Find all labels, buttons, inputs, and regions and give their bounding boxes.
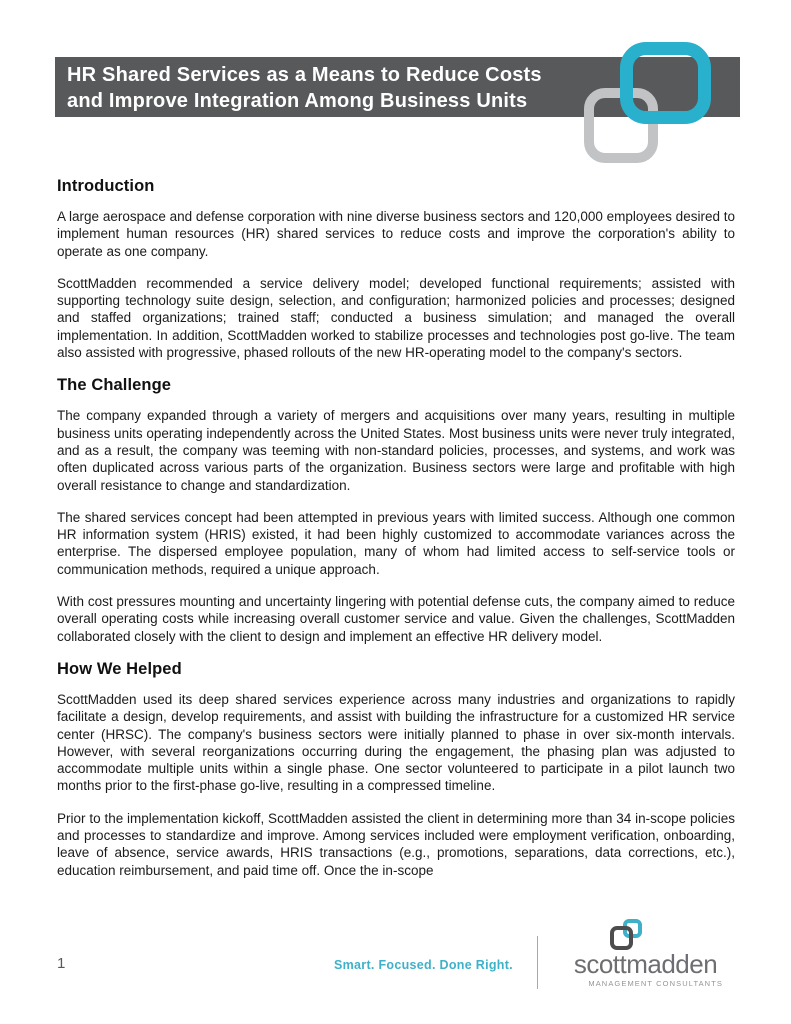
page-number: 1 [57,955,66,972]
paragraph: The company expanded through a variety of mergers and acquisitions over many years, resulting in multiple business units operating independently across the United States. Most business units were never truly integrated, and as a result, the company was teeming with non-standard policies, processes, and systems, and work was often duplicated across various parts of the organization. Business sectors were large and profitable with high overall resistance to change and standardization. [57,408,735,493]
document-title-line2: and Improve Integration Among Business Units [67,90,528,112]
paragraph: A large aerospace and defense corporation with nine diverse business sectors and 120,000 employees desired to implement human resources (HR) shared services to reduce costs and improve the corporation's ability to operate as one company. [57,209,735,259]
paragraph: The shared services concept had been attempted in previous years with limited success. Although one common HR information system (HRIS) existed, it had been highly customized to accommodate variances across the enterprise. The dispersed employee population, many of whom had limited access to self-service tools or communication methods, required a unique approach. [57,509,735,577]
company-tagline: Smart. Focused. Done Right. [334,958,513,972]
scottmadden-logo-mark-icon [563,919,728,951]
paragraph: Prior to the implementation kickoff, ScottMadden assisted the client in determining more than 34 in-scope policies and processes to standardize and improve. Among services included were employment verification, onboarding, leave of absence, service awards, HRIS transactions (e.g., promotions, separations, data corrections, etc.), education reimbursement, and paid time off. Once the in-scope [57,810,735,878]
section-introduction [57,177,735,361]
section-heading-introduction: Introduction [57,177,155,195]
paragraph: ScottMadden recommended a service delivery model; developed functional requirements; assisted with supporting technology suite design, selection, and configuration; harmonized policies and processes; designed and staffed organizations; trained staff; conducted a business simulation; and managed the overall implementation. In addition, ScottMadden worked to stabilize processes and technologies post go-live. The team also assisted with progressive, phased rollouts of the new HR-operating model to the company's sectors. [57,275,735,361]
logo-gray-square-icon [610,926,633,950]
document-title-line1: HR Shared Services as a Means to Reduce Costs [67,64,542,86]
footer-divider [537,936,538,989]
paragraph: With cost pressures mounting and uncertainty lingering with potential defense cuts, the company aimed to reduce overall operating costs while increasing overall customer service and value. Given the challenges, ScottMadden collaborated closely with the client to design and implement an effective HR delivery model. [57,594,735,644]
paragraph: ScottMadden used its deep shared services experience across many industries and organizations to rapidly facilitate a design, develop requirements, and assist with building the infrastructure for a customized HR service center (HRSC). The company's business sectors were initially planned to phase in over six-month intervals. However, with several reorganizations occurring during the engagement, the phasing plan was adjusted to accommodate multiple units within a single phase. One sector volunteered to participate in a pilot launch two months prior to the first-phase go-live, resulting in a compressed timeline. [57,691,735,794]
scottmadden-logo [563,919,728,988]
brand-mark-teal-square-icon [620,42,711,124]
document-body [57,117,735,894]
section-how-we-helped [57,660,735,879]
section-heading-how-we-helped: How We Helped [57,659,182,678]
section-the-challenge [57,376,735,645]
section-heading-the-challenge: The Challenge [57,376,172,395]
logo-subtitle: MANAGEMENT CONSULTANTS [588,979,723,988]
logo-wordmark: scottmadden [573,949,718,979]
